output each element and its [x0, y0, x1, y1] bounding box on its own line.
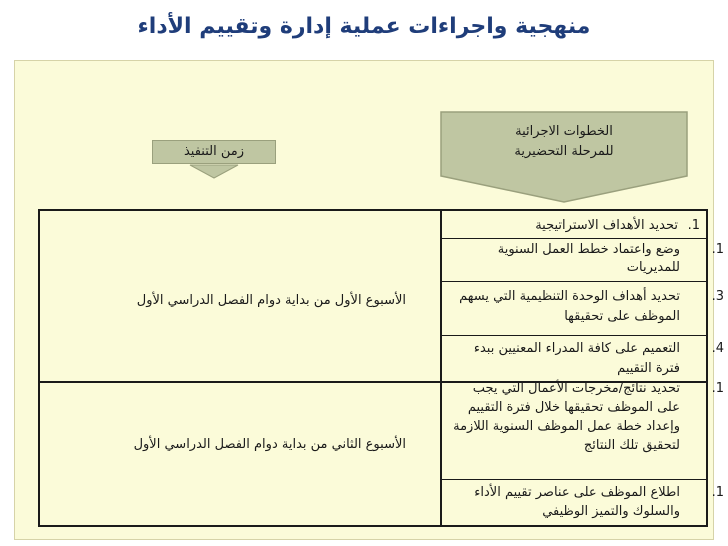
- table-row: [442, 217, 706, 237]
- row-number: 1.: [711, 381, 724, 396]
- execution-time-label: زمن التنفيذ: [152, 140, 276, 164]
- page-title: منهجية واجراءات عملية إدارة وتقييم الأداء: [137, 14, 591, 39]
- steps-header-line1: الخطوات الاجرائية: [515, 124, 613, 139]
- table-row: [442, 483, 724, 525]
- row-text: التعميم على كافة المدراء المعنيين ببدء فترة التقييم: [473, 341, 680, 376]
- row-divider: [440, 281, 706, 282]
- steps-header-line2: للمرحلة التحضيرية: [514, 144, 614, 159]
- row-text: تحديد نتائج/مخرجات الأعمال التي يجب على الموظف تحقيقها خلال فترة التقييم وإعداد خطة عمل الموظف السنوية اللازمة لتحقيق تلك النتائج: [453, 381, 680, 453]
- table-row: [442, 379, 724, 479]
- table-row: [442, 287, 724, 333]
- row-text: تحديد أهداف الوحدة التنظيمية التي يسهم الموظف على تحقيقها: [459, 289, 680, 324]
- period-cell-2: الأسبوع الثاني من بداية دوام الفصل الدراسي الأول: [133, 437, 406, 452]
- row-number: 1.: [687, 218, 700, 233]
- steps-header-text: [437, 122, 691, 162]
- row-number: 1.: [711, 242, 724, 257]
- row-text: تحديد الأهداف الاستراتيجية: [535, 218, 678, 233]
- row-number: 1.: [711, 485, 724, 500]
- row-divider: [440, 335, 706, 336]
- procedures-table: [38, 209, 724, 527]
- steps-header-arrow: [437, 108, 691, 206]
- down-arrow-icon: [190, 164, 238, 183]
- row-number: 4.: [711, 341, 724, 356]
- period-cell-1: الأسبوع الأول من بداية دوام الفصل الدراسي الأول: [136, 293, 406, 308]
- row-number: 3.: [711, 289, 724, 304]
- table-row: [442, 339, 724, 381]
- row-text: وضع واعتماد خطط العمل السنوية للمديريات: [497, 242, 680, 275]
- table-row: [442, 241, 724, 281]
- row-text: اطلاع الموظف على عناصر تقييم الأداء والسلوك والتميز الوظيفي: [474, 485, 680, 519]
- row-divider: [440, 479, 706, 480]
- row-divider: [440, 238, 706, 239]
